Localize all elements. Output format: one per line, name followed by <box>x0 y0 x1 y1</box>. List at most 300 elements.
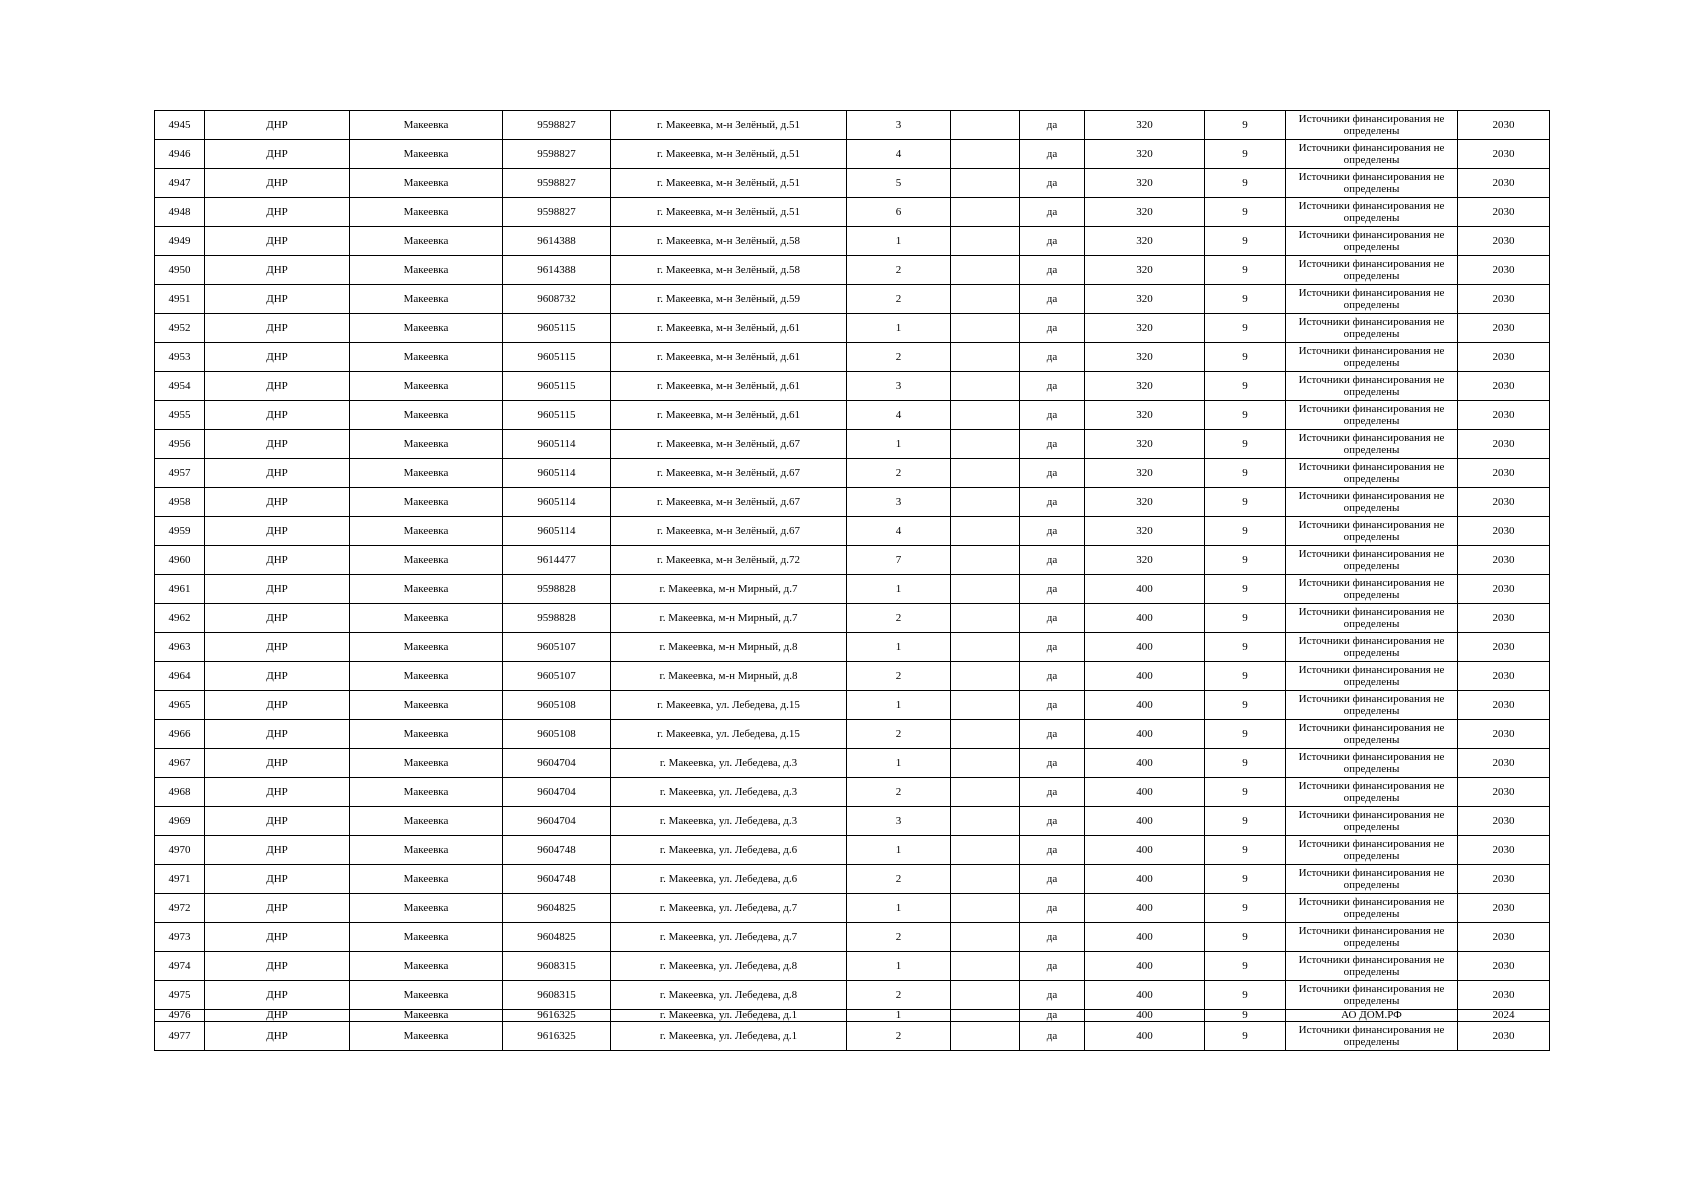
funding-source-cell: Источники финансирования не определены <box>1286 314 1458 343</box>
address-cell: г. Макеевка, ул. Лебедева, д.6 <box>611 836 847 865</box>
address-cell: г. Макеевка, ул. Лебедева, д.8 <box>611 981 847 1010</box>
city-cell: Макеевка <box>350 633 503 662</box>
funding-source-cell: Источники финансирования не определены <box>1286 372 1458 401</box>
region-cell: ДНР <box>205 923 350 952</box>
region-cell: ДНР <box>205 894 350 923</box>
table-row <box>155 981 1550 1010</box>
region-cell: ДНР <box>205 981 350 1010</box>
empty-cell <box>951 256 1020 285</box>
table-row <box>155 517 1550 546</box>
code-cell: 9608315 <box>503 952 611 981</box>
row-number-cell: 4971 <box>155 865 205 894</box>
city-cell: Макеевка <box>350 575 503 604</box>
table-row <box>155 691 1550 720</box>
entrance-cell: 1 <box>847 227 951 256</box>
floors-cell: 9 <box>1205 575 1286 604</box>
entrance-cell: 2 <box>847 343 951 372</box>
row-number-cell: 4977 <box>155 1022 205 1051</box>
address-cell: г. Макеевка, м-н Зелёный, д.61 <box>611 401 847 430</box>
row-number-cell: 4961 <box>155 575 205 604</box>
city-cell: Макеевка <box>350 343 503 372</box>
address-cell: г. Макеевка, м-н Зелёный, д.67 <box>611 430 847 459</box>
table-row <box>155 285 1550 314</box>
funding-source-cell: Источники финансирования не определены <box>1286 836 1458 865</box>
data-table <box>154 110 1550 1051</box>
city-cell: Макеевка <box>350 807 503 836</box>
capacity-cell: 320 <box>1085 314 1205 343</box>
address-cell: г. Макеевка, м-н Мирный, д.8 <box>611 662 847 691</box>
city-cell: Макеевка <box>350 285 503 314</box>
city-cell: Макеевка <box>350 546 503 575</box>
floors-cell: 9 <box>1205 894 1286 923</box>
region-cell: ДНР <box>205 256 350 285</box>
row-number-cell: 4953 <box>155 343 205 372</box>
capacity-cell: 320 <box>1085 546 1205 575</box>
entrance-cell: 2 <box>847 865 951 894</box>
empty-cell <box>951 981 1020 1010</box>
address-cell: г. Макеевка, ул. Лебедева, д.1 <box>611 1022 847 1051</box>
year-cell: 2030 <box>1458 923 1550 952</box>
empty-cell <box>951 720 1020 749</box>
empty-cell <box>951 343 1020 372</box>
region-cell: ДНР <box>205 633 350 662</box>
address-cell: г. Макеевка, м-н Зелёный, д.51 <box>611 111 847 140</box>
region-cell: ДНР <box>205 662 350 691</box>
table-row <box>155 749 1550 778</box>
year-cell: 2030 <box>1458 1022 1550 1051</box>
capacity-cell: 400 <box>1085 720 1205 749</box>
row-number-cell: 4975 <box>155 981 205 1010</box>
capacity-cell: 400 <box>1085 836 1205 865</box>
row-number-cell: 4948 <box>155 198 205 227</box>
code-cell: 9605114 <box>503 517 611 546</box>
region-cell: ДНР <box>205 401 350 430</box>
funding-source-cell: Источники финансирования не определены <box>1286 952 1458 981</box>
address-cell: г. Макеевка, м-н Зелёный, д.72 <box>611 546 847 575</box>
table-row <box>155 894 1550 923</box>
year-cell: 2030 <box>1458 778 1550 807</box>
code-cell: 9598827 <box>503 169 611 198</box>
capacity-cell: 320 <box>1085 198 1205 227</box>
row-number-cell: 4964 <box>155 662 205 691</box>
year-cell: 2030 <box>1458 865 1550 894</box>
empty-cell <box>951 778 1020 807</box>
empty-cell <box>951 749 1020 778</box>
entrance-cell: 1 <box>847 749 951 778</box>
entrance-cell: 5 <box>847 169 951 198</box>
row-number-cell: 4959 <box>155 517 205 546</box>
region-cell: ДНР <box>205 749 350 778</box>
city-cell: Макеевка <box>350 256 503 285</box>
code-cell: 9605107 <box>503 662 611 691</box>
code-cell: 9598828 <box>503 575 611 604</box>
year-cell: 2030 <box>1458 836 1550 865</box>
flag-cell: да <box>1020 459 1085 488</box>
row-number-cell: 4956 <box>155 430 205 459</box>
funding-source-cell: Источники финансирования не определены <box>1286 981 1458 1010</box>
empty-cell <box>951 285 1020 314</box>
region-cell: ДНР <box>205 372 350 401</box>
capacity-cell: 320 <box>1085 372 1205 401</box>
table-row <box>155 633 1550 662</box>
capacity-cell: 320 <box>1085 459 1205 488</box>
empty-cell <box>951 546 1020 575</box>
floors-cell: 9 <box>1205 285 1286 314</box>
funding-source-cell: Источники финансирования не определены <box>1286 198 1458 227</box>
code-cell: 9604748 <box>503 865 611 894</box>
row-number-cell: 4952 <box>155 314 205 343</box>
row-number-cell: 4974 <box>155 952 205 981</box>
flag-cell: да <box>1020 894 1085 923</box>
funding-source-cell: Источники финансирования не определены <box>1286 169 1458 198</box>
region-cell: ДНР <box>205 952 350 981</box>
capacity-cell: 400 <box>1085 923 1205 952</box>
address-cell: г. Макеевка, м-н Зелёный, д.67 <box>611 459 847 488</box>
entrance-cell: 7 <box>847 546 951 575</box>
address-cell: г. Макеевка, ул. Лебедева, д.3 <box>611 807 847 836</box>
year-cell: 2030 <box>1458 691 1550 720</box>
code-cell: 9605114 <box>503 459 611 488</box>
flag-cell: да <box>1020 807 1085 836</box>
capacity-cell: 320 <box>1085 343 1205 372</box>
city-cell: Макеевка <box>350 111 503 140</box>
empty-cell <box>951 604 1020 633</box>
entrance-cell: 2 <box>847 256 951 285</box>
empty-cell <box>951 169 1020 198</box>
floors-cell: 9 <box>1205 1010 1286 1022</box>
flag-cell: да <box>1020 401 1085 430</box>
entrance-cell: 6 <box>847 198 951 227</box>
code-cell: 9604825 <box>503 923 611 952</box>
entrance-cell: 2 <box>847 778 951 807</box>
row-number-cell: 4973 <box>155 923 205 952</box>
region-cell: ДНР <box>205 314 350 343</box>
address-cell: г. Макеевка, ул. Лебедева, д.1 <box>611 1010 847 1022</box>
code-cell: 9598827 <box>503 198 611 227</box>
capacity-cell: 320 <box>1085 169 1205 198</box>
empty-cell <box>951 1022 1020 1051</box>
flag-cell: да <box>1020 169 1085 198</box>
floors-cell: 9 <box>1205 691 1286 720</box>
region-cell: ДНР <box>205 546 350 575</box>
code-cell: 9604704 <box>503 778 611 807</box>
entrance-cell: 4 <box>847 401 951 430</box>
capacity-cell: 400 <box>1085 575 1205 604</box>
row-number-cell: 4970 <box>155 836 205 865</box>
flag-cell: да <box>1020 749 1085 778</box>
row-number-cell: 4969 <box>155 807 205 836</box>
year-cell: 2030 <box>1458 459 1550 488</box>
region-cell: ДНР <box>205 430 350 459</box>
capacity-cell: 320 <box>1085 401 1205 430</box>
flag-cell: да <box>1020 198 1085 227</box>
funding-source-cell: Источники финансирования не определены <box>1286 285 1458 314</box>
city-cell: Макеевка <box>350 314 503 343</box>
floors-cell: 9 <box>1205 198 1286 227</box>
entrance-cell: 1 <box>847 1010 951 1022</box>
row-number-cell: 4966 <box>155 720 205 749</box>
empty-cell <box>951 575 1020 604</box>
region-cell: ДНР <box>205 807 350 836</box>
region-cell: ДНР <box>205 1022 350 1051</box>
city-cell: Макеевка <box>350 604 503 633</box>
code-cell: 9604704 <box>503 749 611 778</box>
region-cell: ДНР <box>205 604 350 633</box>
region-cell: ДНР <box>205 865 350 894</box>
code-cell: 9604825 <box>503 894 611 923</box>
entrance-cell: 2 <box>847 923 951 952</box>
code-cell: 9605114 <box>503 430 611 459</box>
row-number-cell: 4962 <box>155 604 205 633</box>
region-cell: ДНР <box>205 140 350 169</box>
capacity-cell: 400 <box>1085 662 1205 691</box>
region-cell: ДНР <box>205 459 350 488</box>
code-cell: 9605108 <box>503 691 611 720</box>
funding-source-cell: Источники финансирования не определены <box>1286 140 1458 169</box>
city-cell: Макеевка <box>350 140 503 169</box>
year-cell: 2030 <box>1458 546 1550 575</box>
funding-source-cell: Источники финансирования не определены <box>1286 517 1458 546</box>
city-cell: Макеевка <box>350 720 503 749</box>
capacity-cell: 320 <box>1085 285 1205 314</box>
empty-cell <box>951 865 1020 894</box>
row-number-cell: 4947 <box>155 169 205 198</box>
row-number-cell: 4967 <box>155 749 205 778</box>
entrance-cell: 2 <box>847 285 951 314</box>
floors-cell: 9 <box>1205 459 1286 488</box>
year-cell: 2030 <box>1458 749 1550 778</box>
address-cell: г. Макеевка, м-н Мирный, д.8 <box>611 633 847 662</box>
table-row <box>155 604 1550 633</box>
floors-cell: 9 <box>1205 865 1286 894</box>
capacity-cell: 400 <box>1085 1022 1205 1051</box>
entrance-cell: 1 <box>847 314 951 343</box>
flag-cell: да <box>1020 778 1085 807</box>
code-cell: 9616325 <box>503 1022 611 1051</box>
entrance-cell: 1 <box>847 836 951 865</box>
capacity-cell: 400 <box>1085 894 1205 923</box>
floors-cell: 9 <box>1205 488 1286 517</box>
flag-cell: да <box>1020 140 1085 169</box>
year-cell: 2030 <box>1458 633 1550 662</box>
flag-cell: да <box>1020 923 1085 952</box>
entrance-cell: 3 <box>847 372 951 401</box>
funding-source-cell: Источники финансирования не определены <box>1286 749 1458 778</box>
empty-cell <box>951 111 1020 140</box>
table-row <box>155 459 1550 488</box>
year-cell: 2030 <box>1458 169 1550 198</box>
floors-cell: 9 <box>1205 140 1286 169</box>
empty-cell <box>951 517 1020 546</box>
flag-cell: да <box>1020 227 1085 256</box>
table-row <box>155 836 1550 865</box>
code-cell: 9608315 <box>503 981 611 1010</box>
flag-cell: да <box>1020 836 1085 865</box>
year-cell: 2030 <box>1458 894 1550 923</box>
capacity-cell: 320 <box>1085 430 1205 459</box>
flag-cell: да <box>1020 1022 1085 1051</box>
address-cell: г. Макеевка, ул. Лебедева, д.15 <box>611 720 847 749</box>
table-body <box>155 111 1550 1051</box>
table-row <box>155 343 1550 372</box>
year-cell: 2030 <box>1458 256 1550 285</box>
capacity-cell: 320 <box>1085 256 1205 285</box>
code-cell: 9604704 <box>503 807 611 836</box>
row-number-cell: 4972 <box>155 894 205 923</box>
entrance-cell: 4 <box>847 140 951 169</box>
code-cell: 9614388 <box>503 256 611 285</box>
flag-cell: да <box>1020 952 1085 981</box>
row-number-cell: 4951 <box>155 285 205 314</box>
region-cell: ДНР <box>205 343 350 372</box>
city-cell: Макеевка <box>350 1022 503 1051</box>
flag-cell: да <box>1020 517 1085 546</box>
code-cell: 9616325 <box>503 1010 611 1022</box>
flag-cell: да <box>1020 256 1085 285</box>
entrance-cell: 1 <box>847 691 951 720</box>
year-cell: 2030 <box>1458 401 1550 430</box>
year-cell: 2024 <box>1458 1010 1550 1022</box>
address-cell: г. Макеевка, м-н Зелёный, д.61 <box>611 314 847 343</box>
year-cell: 2030 <box>1458 952 1550 981</box>
capacity-cell: 400 <box>1085 633 1205 662</box>
city-cell: Макеевка <box>350 430 503 459</box>
floors-cell: 9 <box>1205 952 1286 981</box>
flag-cell: да <box>1020 111 1085 140</box>
city-cell: Макеевка <box>350 749 503 778</box>
year-cell: 2030 <box>1458 720 1550 749</box>
flag-cell: да <box>1020 720 1085 749</box>
row-number-cell: 4965 <box>155 691 205 720</box>
region-cell: ДНР <box>205 198 350 227</box>
table-row <box>155 111 1550 140</box>
empty-cell <box>951 633 1020 662</box>
empty-cell <box>951 1010 1020 1022</box>
floors-cell: 9 <box>1205 633 1286 662</box>
code-cell: 9608732 <box>503 285 611 314</box>
region-cell: ДНР <box>205 285 350 314</box>
city-cell: Макеевка <box>350 1010 503 1022</box>
region-cell: ДНР <box>205 691 350 720</box>
city-cell: Макеевка <box>350 517 503 546</box>
empty-cell <box>951 923 1020 952</box>
table-row <box>155 923 1550 952</box>
year-cell: 2030 <box>1458 140 1550 169</box>
address-cell: г. Макеевка, м-н Мирный, д.7 <box>611 575 847 604</box>
funding-source-cell: Источники финансирования не определены <box>1286 778 1458 807</box>
floors-cell: 9 <box>1205 981 1286 1010</box>
year-cell: 2030 <box>1458 372 1550 401</box>
code-cell: 9605107 <box>503 633 611 662</box>
address-cell: г. Макеевка, м-н Зелёный, д.58 <box>611 227 847 256</box>
year-cell: 2030 <box>1458 314 1550 343</box>
funding-source-cell: Источники финансирования не определены <box>1286 111 1458 140</box>
flag-cell: да <box>1020 372 1085 401</box>
floors-cell: 9 <box>1205 227 1286 256</box>
capacity-cell: 400 <box>1085 952 1205 981</box>
code-cell: 9605115 <box>503 401 611 430</box>
code-cell: 9598827 <box>503 140 611 169</box>
flag-cell: да <box>1020 691 1085 720</box>
row-number-cell: 4968 <box>155 778 205 807</box>
flag-cell: да <box>1020 546 1085 575</box>
address-cell: г. Макеевка, м-н Зелёный, д.58 <box>611 256 847 285</box>
address-cell: г. Макеевка, ул. Лебедева, д.8 <box>611 952 847 981</box>
table-row <box>155 430 1550 459</box>
flag-cell: да <box>1020 662 1085 691</box>
address-cell: г. Макеевка, м-н Зелёный, д.61 <box>611 343 847 372</box>
year-cell: 2030 <box>1458 227 1550 256</box>
code-cell: 9614477 <box>503 546 611 575</box>
table-row <box>155 140 1550 169</box>
year-cell: 2030 <box>1458 517 1550 546</box>
table-row <box>155 546 1550 575</box>
funding-source-cell: Источники финансирования не определены <box>1286 691 1458 720</box>
entrance-cell: 1 <box>847 894 951 923</box>
year-cell: 2030 <box>1458 604 1550 633</box>
entrance-cell: 1 <box>847 430 951 459</box>
code-cell: 9605108 <box>503 720 611 749</box>
table-row <box>155 778 1550 807</box>
capacity-cell: 400 <box>1085 865 1205 894</box>
funding-source-cell: Источники финансирования не определены <box>1286 923 1458 952</box>
row-number-cell: 4957 <box>155 459 205 488</box>
address-cell: г. Макеевка, м-н Зелёный, д.67 <box>611 488 847 517</box>
floors-cell: 9 <box>1205 1022 1286 1051</box>
region-cell: ДНР <box>205 836 350 865</box>
empty-cell <box>951 430 1020 459</box>
floors-cell: 9 <box>1205 546 1286 575</box>
table-row <box>155 401 1550 430</box>
floors-cell: 9 <box>1205 401 1286 430</box>
table-row <box>155 952 1550 981</box>
address-cell: г. Макеевка, ул. Лебедева, д.7 <box>611 923 847 952</box>
table-row <box>155 198 1550 227</box>
entrance-cell: 2 <box>847 981 951 1010</box>
code-cell: 9605115 <box>503 372 611 401</box>
flag-cell: да <box>1020 865 1085 894</box>
year-cell: 2030 <box>1458 981 1550 1010</box>
code-cell: 9598827 <box>503 111 611 140</box>
table-row <box>155 314 1550 343</box>
funding-source-cell: Источники финансирования не определены <box>1286 720 1458 749</box>
flag-cell: да <box>1020 314 1085 343</box>
region-cell: ДНР <box>205 575 350 604</box>
city-cell: Макеевка <box>350 401 503 430</box>
floors-cell: 9 <box>1205 807 1286 836</box>
address-cell: г. Макеевка, ул. Лебедева, д.3 <box>611 778 847 807</box>
address-cell: г. Макеевка, м-н Зелёный, д.59 <box>611 285 847 314</box>
address-cell: г. Макеевка, ул. Лебедева, д.6 <box>611 865 847 894</box>
funding-source-cell: Источники финансирования не определены <box>1286 401 1458 430</box>
capacity-cell: 320 <box>1085 111 1205 140</box>
flag-cell: да <box>1020 604 1085 633</box>
row-number-cell: 4949 <box>155 227 205 256</box>
address-cell: г. Макеевка, ул. Лебедева, д.15 <box>611 691 847 720</box>
table-row <box>155 1010 1550 1022</box>
address-cell: г. Макеевка, ул. Лебедева, д.7 <box>611 894 847 923</box>
code-cell: 9604748 <box>503 836 611 865</box>
capacity-cell: 400 <box>1085 691 1205 720</box>
address-cell: г. Макеевка, м-н Зелёный, д.67 <box>611 517 847 546</box>
funding-source-cell: Источники финансирования не определены <box>1286 1022 1458 1051</box>
table-row <box>155 169 1550 198</box>
row-number-cell: 4946 <box>155 140 205 169</box>
city-cell: Макеевка <box>350 459 503 488</box>
funding-source-cell: Источники финансирования не определены <box>1286 807 1458 836</box>
row-number-cell: 4955 <box>155 401 205 430</box>
funding-source-cell: Источники финансирования не определены <box>1286 488 1458 517</box>
